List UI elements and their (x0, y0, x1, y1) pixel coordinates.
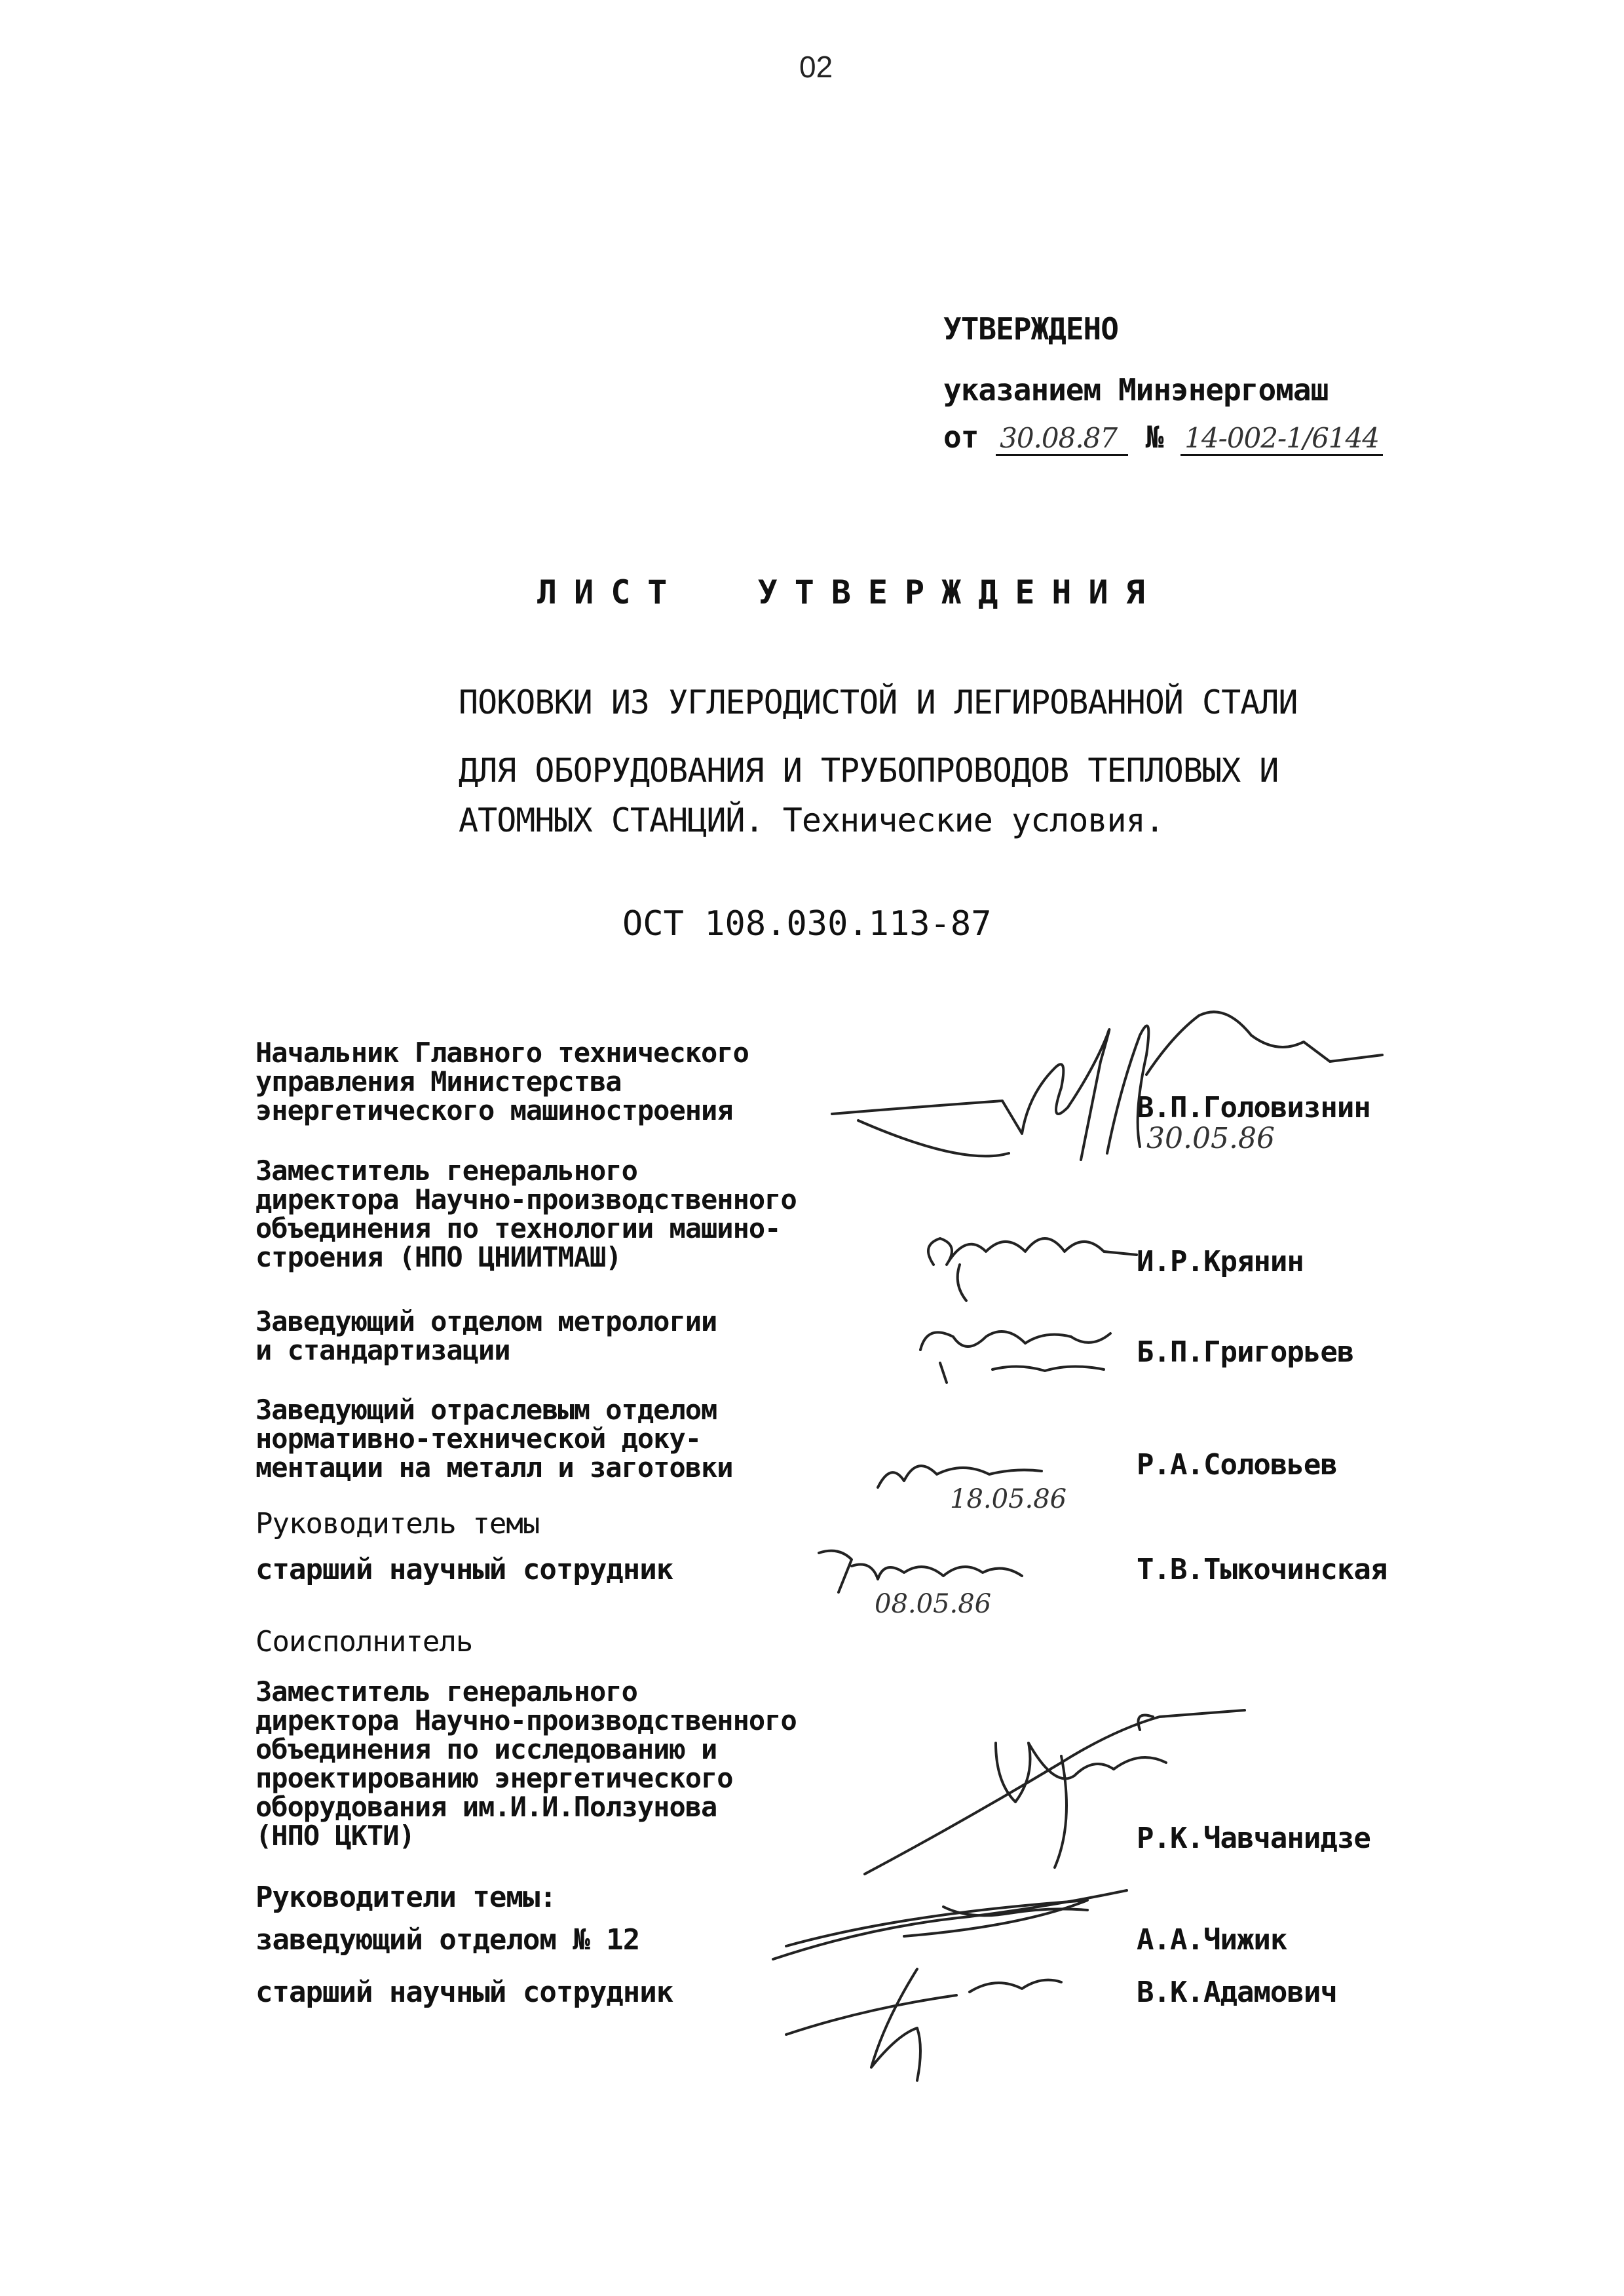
handwritten-date: 30.08.87 (996, 422, 1128, 456)
signatory-name: Р.К.Чавчанидзе (1137, 1822, 1370, 1855)
signatory-name: В.П.Головизнин (1137, 1091, 1370, 1124)
signatory-position: старший научный сотрудник (255, 1553, 673, 1586)
signatory-position: заведующий отделом № 12 (255, 1923, 640, 1957)
signatory-position: Соисполнитель (255, 1625, 473, 1658)
signature-chavchanidze (865, 1704, 1258, 1881)
handwritten-number: 14-002-1/6144 (1180, 422, 1383, 456)
approval-heading: УТВЕРЖДЕНО (943, 311, 1118, 347)
signature-soloviev (871, 1448, 1068, 1507)
date-prefix: от (943, 419, 979, 455)
subject-line-3: АТОМНЫХ СТАНЦИЙ. Технические условия. (459, 801, 1164, 839)
signature-adamovich (786, 1956, 1081, 2087)
standard-number: ОСТ 108.030.113-87 (622, 904, 992, 944)
signatory-position: Руководители темы: (255, 1881, 556, 1914)
signature-date: 30.05.86 (1146, 1122, 1275, 1155)
approval-by-line: указанием Минэнергомаш (943, 372, 1329, 408)
signatory-position: Руководитель темы (255, 1507, 540, 1540)
signature-date: 08.05.86 (875, 1589, 992, 1619)
signature-kryanin (920, 1219, 1143, 1311)
subject-line-1: ПОКОВКИ ИЗ УГЛЕРОДИСТОЙ И ЛЕГИРОВАННОЙ СТАЛИ (459, 683, 1298, 721)
sheet-title: ЛИСТ УТВЕРЖДЕНИЯ (537, 573, 1162, 611)
signature-tykochinskaya (812, 1540, 1048, 1599)
signature-grigoriev (914, 1311, 1130, 1389)
signatory-position: старший научный сотрудник (255, 1976, 673, 2009)
signature-chizhik (773, 1887, 1140, 1966)
subject-line-2: ДЛЯ ОБОРУДОВАНИЯ И ТРУБОПРОВОДОВ ТЕПЛОВЫХ И (459, 752, 1279, 790)
signatory-name: И.Р.Крянин (1137, 1245, 1304, 1278)
signature-date: 18.05.86 (950, 1484, 1067, 1514)
number-prefix: № (1145, 419, 1163, 455)
signature-golovizin (832, 996, 1422, 1166)
page-number: 02 (799, 50, 833, 84)
signatory-position: Заведующий отделом метрологии и стандартизации (255, 1305, 717, 1366)
signatory-position: Заместитель генерального директора Научно-производственного объединения по исследованию и проектированию энергетического оборудования им.И.И.Ползунова (НПО ЦКТИ) (255, 1675, 797, 1852)
signatory-name: Б.П.Григорьев (1137, 1335, 1354, 1369)
signatory-name: В.К.Адамович (1137, 1976, 1337, 2009)
signatory-position: Начальник Главного технического управления Министерства энергетического машиностроения (255, 1037, 749, 1126)
signatory-position: Заведующий отраслевым отделом нормативно-технической доку- ментации на металл и заготовки (255, 1394, 733, 1483)
signatory-position: Заместитель генерального директора Научно-производственного объединения по технологии машино- строения (НПО ЦНИИТМАШ) (255, 1155, 797, 1273)
signatory-name: Р.А.Соловьев (1137, 1448, 1337, 1482)
approval-date-line (943, 419, 1383, 456)
signatory-name: Т.В.Тыкочинская (1137, 1553, 1388, 1586)
signatory-name: А.А.Чижик (1137, 1923, 1287, 1957)
